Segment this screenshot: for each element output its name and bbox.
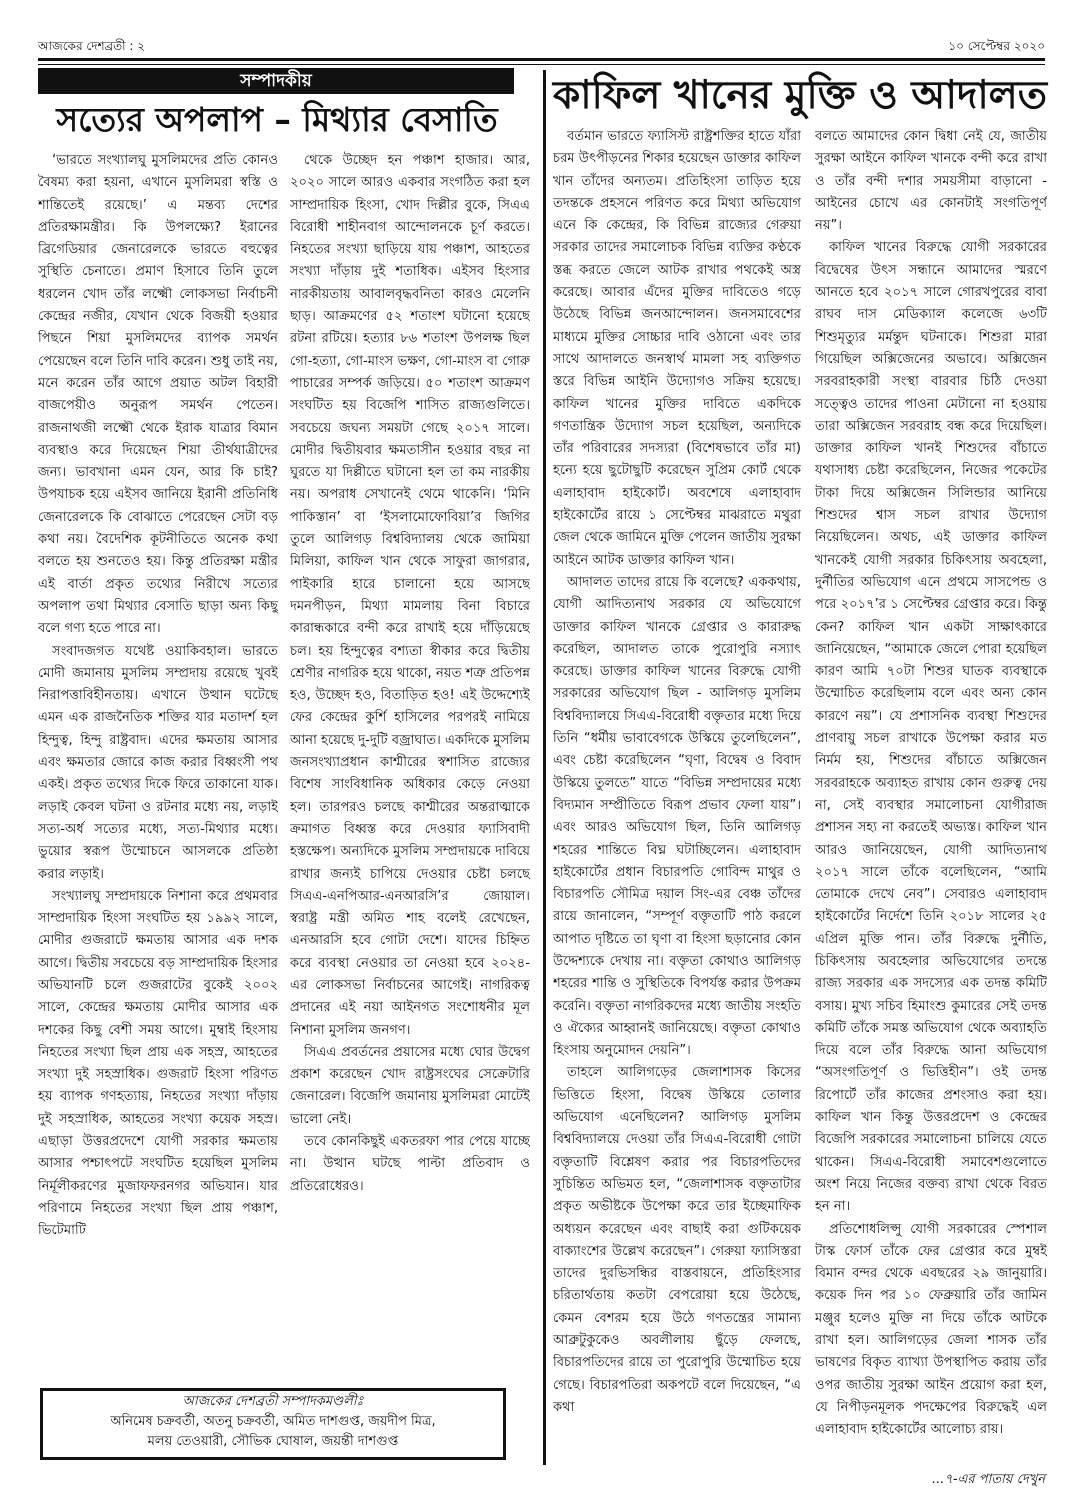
header-rule-thin: [38, 64, 1045, 65]
paragraph: বলতে আমাদের কোন দ্বিধা নেই যে, জাতীয় সুরক্ষা আইনে কাফিল খানকে বন্দী করে রাখা ও তাঁর বন্দী দশার সময়সীমা বাড়ানো - আইনের চোখে এর কোনটাই সংগতিপূর্ণ নয়”।: [815, 129, 1047, 234]
article-headline: কাফিল খানের মুক্তি ও আদালত: [553, 73, 1047, 118]
editorial-board-members-1: অনিমেষ চক্রবর্তী, অতনু চক্রবর্তী, অমিত দাশগুপ্ত, জয়দীপ মিত্র,: [110, 1414, 436, 1429]
paragraph: প্রতিশোধলিপ্সু যোগী সরকারের স্পেশাল টাস্ক ফোর্স তাঁকে ফের গ্রেপ্তার করে মুম্বই বিমান বন্দর থেকে এবছরের ২৯ জানুয়ারি। কয়েক দিন পর ১০ ফেব্রুয়ারি তাঁর জামিন মঞ্জুর হলেও মুক্তি না দিয়ে তাঁকে আটকে রাখা হল। আলিগড়ের জেলা শাসক তাঁর ভাষণের বিকৃত ব্যাখ্যা উপস্থাপিত করায় তাঁর ওপর জাতীয় সুরক্ষা আইন প্রয়োগ করা হল, যে নিপীড়নমূলক পদক্ষেপের বিরুদ্ধেই এল এলাহাবাদ হাইকোর্টের আলোচ্য রায়।: [815, 1221, 1047, 1438]
paragraph: কাফিল খানের বিরুদ্ধে যোগী সরকারের বিদ্বেষের উৎস সন্ধানে আমাদের স্মরণে আনতে হবে ২০১৭ সালে গোরখপুরের বাবা রাঘব দাস মেডিক্যাল কলেজে ৬৩টি শিশুমৃত্যুর মর্মন্তুদ ঘটনাকে। শিশুরা মারা গিয়েছিল অক্সিজেনের অভাবে। অক্সিজেন সরবরাহকারী সংস্থা বারবার চিঠি দেওয়া সত্ত্বেও তাদের পাওনা মেটানো না হওয়ায় তারা অক্সিজেন সরবরাহ বন্ধ করে দিয়েছিল। ডাক্তার কাফিল খানই শিশুদের বাঁচাতে যথাসাধ্য চেষ্টা করেছিলেন, নিজের পকেটের টাকা দিয়ে অক্সিজেন সিলিন্ডার আনিয়ে শিশুদের শ্বাস সচল রাখার উদ্যোগ নিয়েছিলেন। অথচ, এই ডাক্তার কাফিল খানকেই যোগী সরকার চিকিৎসায় অবহেলা, দুর্নীতির অভিযোগ এনে প্রথমে সাসপেন্ড ও পরে ২০১৭’র ১ সেপ্টেম্বর গ্রেপ্তার করে। কিন্তু কেন? কাফিল খান একটা সাক্ষাৎকারে জানিয়েছেন, “আমাকে জেলে পোরা হয়েছিল কারণ আমি ৭০টা শিশুর ঘাতক ব্যবস্থাকে উম্মোচিত করেছিলাম বলে এবং অন্য কোন কারণে নয়”। যে প্রশাসনিক ব্যবস্থা শিশুদের প্রাণবায়ু সচল রাখাকে উপেক্ষা করার মত নির্মম হয়, শিশুদের বাঁচাতে অক্সিজেন সরবরাহকে অব্যাহত রাখায় কোন গুরুত্ব দেয় না, সেই ব্যবস্থার সমালোচনা যোগীরাজ প্রশাসন সহ্য না করতেই অভ্যস্ত। কাফিল খান আরও জানিয়েছেন, যোগী আদিত্যনাথ ২০১৭ সালে তাঁকে বলেছিলেন, “আমি তোমাকে দেখে নেব”। সেবারও এলাহাবাদ হাইকোর্টের নির্দেশে তিনি ২০১৮ সালের ২৫ এপ্রিল মুক্তি পান। তাঁর বিরুদ্ধে দুর্নীতি, চিকিৎসায় অবহেলার অভিযোগের তদন্তে রাজ্য সরকার এক সদস্যের এক তদন্ত কমিটি বসায়। মুখ্য সচিব হিমাংশু কুমারের সেই তদন্ত কমিটি তাঁকে সমস্ত অভিযোগ থেকে অব্যাহতি দিয়ে বলে তাঁর বিরুদ্ধে আনা অভিযোগ “অসংগতিপূর্ণ ও ভিত্তিহীন”। ওই তদন্ত রিপোর্টে তাঁর কাজের প্রশংসাও করা হয়। কাফিল খান কিন্তু উত্তরপ্রদেশ ও কেন্দ্রের বিজেপি সরকারের সমালোচনা চালিয়ে যেতে থাকেন। সিএএ-বিরোধী সমাবেশগুলোতে অংশ নিয়ে নিজের বক্তব্য রাখা থেকে বিরত হন না।: [815, 240, 1047, 1215]
article-column-1: [553, 126, 801, 1466]
editorial-column-2: [290, 150, 530, 1380]
paragraph: তাহলে আলিগড়ের জেলাশাসক কিসের ভিত্তিতে হিংসা, বিদ্বেষ উস্কিয়ে তোলার অভিযোগ এনেছিলেন? আলিগড় মুসলিম বিশ্ববিদ্যালয়ে দেওয়া তাঁর সিএএ-বিরোধী গোটা বক্তৃতাটি বিশ্লেষণ করার পর বিচারপতিদের সুচিন্তিত অভিমত হল, “জেলাশাসক বক্তৃতাটার প্রকৃত অভীষ্টকে উপেক্ষা করে তার ইচ্ছেমাফিক অধ্যয়ন করেছেন এবং বাছাই করা গুটিকয়েক বাক্যাংশের উল্লেখ করেছেন”। গেরুয়া ফ্যাসিস্তরা তাদের দুরভিসন্ধির বাস্তবায়নে, প্রতিহিংসার চরিতার্থতায় কতটা বেপরোয়া হয়ে উঠেছে, কেমন বেশরম হয়ে উঠে গণতন্ত্রের সামান্য আব্রুটুকুকেও অবলীলায় ছুঁড়ে ফেলছে, বিচারপতিদের রায়ে তা পুরোপুরি উম্মোচিত হয়ে গেছে। বিচারপতিরা অকপটে বলে দিয়েছেন, “এ কথা: [553, 1065, 801, 1415]
editorial-headline: সত্যের অপলাপ – মিথ্যার বেসাতি: [56, 100, 498, 139]
column-divider: [543, 70, 546, 1465]
paragraph: থেকে উচ্ছেদ হন পঞ্চাশ হাজার। আর, ২০২০ সালে আরও একবার সংগঠিত করা হল সাম্প্রদায়িক হিংসা, খোদ দিল্লীর বুকে, সিএএ বিরোধী শাহীনবাগ আন্দোলনকে চূর্ণ করতে। নিহতের সংখ্যা ছাড়িয়ে যায় পঞ্চাশ, আহতের সংখ্যা দাঁড়ায় দুই শতাধিক। এইসব হিংসার নারকীয়তায় আবালবৃদ্ধবনিতা কারও মেলেনি ছাড়। আক্রমণের ৫২ শতাংশ ঘটানো হয়েছে রটনা রটিয়ে। হত্যার ৮৬ শতাংশ উপলক্ষ ছিল গো-হত্যা, গো-মাংস ভক্ষণ, গো-মাংস বা গোরু পাচারের সম্পর্ক জড়িয়ে। ৫০ শতাংশ আক্রমণ সংঘটিত হয় বিজেপি শাসিত রাজ্যগুলিতে। সবচেয়ে জঘন্য সময়টা গেছে ২০১৭ সালে। মোদীর দ্বিতীয়বার ক্ষমতাসীন হওয়ার বছর না ঘুরতে যা দিল্লীতে ঘটানো হল তা কম নারকীয় নয়। অপরাধ সেখানেই থেমে থাকেনি। ‘মিনি পাকিস্তান’ বা ‘ইসলামোফোবিয়া’র জিগির তুলে আলিগড় বিশ্ববিদ্যালয় থেকে জামিয়া মিলিয়া, কাফিল খান থেকে সাফুরা জাগরার, পাইকারি হারে চালানো হয়ে আসছে দমনপীড়ন, মিথ্যা মামলায় বিনা বিচারে কারান্ধকারে বন্দী করে রাখাই হয়ে দাঁড়িয়েছে চল। হয় হিন্দুত্বের বশ্যতা স্বীকার করে দ্বিতীয় শ্রেণীর নাগরিক হয়ে থাকো, নয়ত শত্রু প্রতিপন্ন হও, উচ্ছেদ হও, বিতাড়িত হও! এই উদ্দেশ্যেই ফের কেন্দ্রের কুর্শি হাসিলের পরপরই নামিয়ে আনা হয়েছে দু-দুটি বজ্রাঘাত। একদিকে মুসলিম জনসংখ্যাপ্রধান কাশ্মীরের স্বশাসিত রাজ্যের বিশেষ সাংবিধানিক অধিকার কেড়ে নেওয়া হল। তারপরও চলছে কাশ্মীরের অন্তরাত্মাকে ক্রমাগত বিধ্বস্ত করে দেওয়ার ফ্যাসিবাদী হস্তক্ষেপ। অন্যদিকে মুসলিম সম্প্রদায়কে দাবিয়ে রাখার জন্যই চাপিয়ে দেওয়ার চেষ্টা চলছে সিএএ-এনপিআর-এনআরসি’র জোয়াল। স্বরাষ্ট্র মন্ত্রী অমিত শাহ বলেই রেখেছেন, এনআরসি হবে গোটা দেশে। যাদের চিহ্নিত করে ব্যবস্থা নেওয়ার তা নেওয়া হবে ২০২৪-এর লোকসভা নির্বাচনের আগেই। নাগরিকত্ব প্রদানের এই নয়া আইনগত সংশোধনীর মূল নিশানা মুসলিম জনগণ।: [290, 153, 530, 1038]
editorial-column-1: [38, 150, 278, 1380]
header-rule: [38, 58, 1045, 61]
paragraph: তবে কোনকিছুই একতরফা পার পেয়ে যাচ্ছে না। উত্থান ঘটছে পাল্টা প্রতিবাদ ও প্রতিরোধেরও।: [290, 1134, 530, 1194]
paragraph: ‘ভারতে সংখ্যালঘু মুসলিমদের প্রতি কোনও বৈষম্য করা হয়না, এখানে মুসলিমরা স্বস্তি ও শান্তিতেই রয়েছে।’ এ মন্তব্য দেশের প্রতিরক্ষামন্ত্রীর। কি উপলক্ষ্যে? ইরানের ব্রিগেডিয়ার জেনারেলকে ভারতে বহুত্বের সুস্থিতি চেনাতে। প্রমাণ হিসাবে তিনি তুলে ধরলেন খোদ তাঁর লক্ষ্মৌ লোকসভা নির্বাচনী কেন্দ্রের নজীর, যেখান থেকে বিজয়ী হওয়ার পিছনে শিয়া মুসলিমদের ব্যাপক সমর্থন পেয়েছেন বলে তিনি দাবি করেন। শুধু তাই নয়, মনে করেন তাঁর আগে প্রয়াত অটল বিহারী বাজপেয়ীও অনুরূপ সমর্থন পেতেন। রাজনাথজী লক্ষ্মৌ থেকে ইরাক যাত্রার বিমান ব্যবস্থাও করে দিয়েছেন শিয়া তীর্থযাত্রীদের জন্য। ভাবখানা এমন যেন, আর কি চাই? উপযাচক হয়ে এইসব জানিয়ে ইরানী প্রতিনিধি জেনারেলকে কি বোঝাতে পেরেছেন সেটা বড় কথা নয়। বৈদেশিক কূটনীতিতে অনেক কথা বলতে হয় শুনতেও হয়। কিন্তু প্রতিরক্ষা মন্ত্রীর এই বার্তা প্রকৃত তথ্যের নিরীখে সত্যের অপলাপ তথা মিথ্যার বেসাতি ছাড়া অন্য কিছু বলে গণ্য হতে পারে না।: [38, 153, 278, 637]
paragraph: বর্তমান ভারতে ফ্যাসিস্ট রাষ্ট্রশক্তির হাতে যাঁরা চরম উৎপীড়নের শিকার হয়েছেন ডাক্তার কাফিল খান তাঁদের অন্যতম। প্রতিহিংসা তাড়িত হয়ে তদন্তকে প্রহসনে পরিণত করে মিথ্যা অভিযোগ এনে কি কেন্দ্রের, কি বিভিন্ন রাজ্যের গেরুয়া সরকার তাদের সমালোচক বিভিন্ন ব্যক্তির কণ্ঠকে স্তব্ধ করতে জেলে আটক রাখার পথকেই অস্ত্র করেছে। আবার এঁদের মুক্তির দাবিতেও গড়ে উঠেছে বিভিন্ন জনআন্দোলন। জনসমাবেশের মাধ্যমে মুক্তির সোচ্চার দাবি ওঠানো এবং তার সাথে আদালতে জনস্বার্থ মামলা সহ ব্যক্তিগত স্তরে বিভিন্ন আইনি উদ্যোগও সক্রিয় হয়েছে। কাফিল খানের মুক্তির দাবিতে একদিকে গণতান্ত্রিক উদ্যোগ সচল হয়েছিল, অন্যদিকে তাঁর পরিবারের সদস্যরা (বিশেষভাবে তাঁর মা) হন্যে হয়ে ছুটোছুটি করেছেন সুপ্রিম কোর্ট থেকে এলাহাবাদ হাইকোর্ট। অবশেষে এলাহাবাদ হাইকোর্টের রায়ে ১ সেপ্টেম্বর মাঝরাতে মথুরা জেল থেকে জামিনে মুক্তি পেলেন জাতীয় সুরক্ষা আইনে আটক ডাক্তার কাফিল খান।: [553, 129, 801, 568]
issue-date: ১০ সেপ্টেম্বর ২০২০: [948, 39, 1045, 53]
paragraph: সিএএ প্রবর্তনের প্রয়াসের মধ্যে ঘোর উদ্বেগ প্রকাশ করেছেন খোদ রাষ্ট্রসংঘের সেক্রেটারি জেনারেল। বিজেপি জমানায় মুসলিমরা মোটেই ভালো নেই।: [290, 1044, 530, 1127]
article-column-2: [815, 126, 1047, 1441]
continued-on-page-link[interactable]: ...৭-এর পাতায় দেখুন: [931, 1472, 1045, 1487]
page-header: [38, 38, 1045, 54]
page-number-label: আজকের দেশব্রতী : ২: [38, 39, 146, 53]
editorial-board-title: আজকের দেশব্রতী সম্পাদকমণ্ডলীঃ: [182, 1394, 364, 1409]
editorial-section-label: সম্পাদকীয়: [38, 68, 514, 94]
paragraph: সংখ্যালঘু সম্প্রদায়কে নিশানা করে প্রথমবার সাম্প্রদায়িক হিংসা সংঘটিত হয় ১৯৯২ সালে, মোদীর গুজরাটে ক্ষমতায় আসার এক দশক আগে। দ্বিতীয় সবচেয়ে বড় সাম্প্রদায়িক হিংসার অভিযানটি চলে গুজরাটের বুকেই ২০০২ সালে, কেন্দ্রের ক্ষমতায় মোদীর আসার এক দশকের কিছু বেশী সময় আগে। মুম্বাই হিংসায় নিহতের সংখ্যা ছিল প্রায় এক সহস্র, আহতের সংখ্যা দুই সহস্রাধিক। গুজরাট হিংসা পরিণত হয় ব্যাপক গণহত্যায়, নিহতের সংখ্যা দাঁড়ায় দুই সহস্রাধিক, আহতের সংখ্যা কয়েক সহস্র। এছাড়া উত্তরপ্রদেশে যোগী সরকার ক্ষমতায় আসার পশ্চাৎপটে সংঘটিত হয়েছিল মুসলিম নির্মূলীকরণের মুজাফফরনগর অভিযান। যার পরিণামে নিহতের সংখ্যা ছিল প্রায় পঞ্চাশ, ভিটেমাটি: [38, 888, 278, 1239]
editorial-board-members-2: মলয় তেওয়ারী, সৌভিক ঘোষাল, জয়ন্তী দাশগুপ্ত: [147, 1434, 399, 1449]
paragraph: আদালত তাদের রায়ে কি বলেছে? এককথায়, যোগী আদিত্যনাথ সরকার যে অভিযোগে ডাক্তার কাফিল খানকে গ্রেপ্তার ও কারারুদ্ধ করেছিল, আদালত তাকে পুরোপুরি নস্যাৎ করেছে। ডাক্তার কাফিল খানের বিরুদ্ধে যোগী সরকারের অভিযোগ ছিল - আলিগড় মুসলিম বিশ্ববিদ্যালয়ে সিএএ-বিরোধী বক্তৃতার মধ্যে দিয়ে তিনি “ধর্মীয় ভাবাবেগকে উস্কিয়ে তুলেছিলেন”, এবং চেষ্টা করেছিলেন “ঘৃণা, বিদ্বেষ ও বিবাদ উস্কিয়ে তুলতে” যাতে “বিভিন্ন সম্প্রদায়ের মধ্যে বিদ্যমান সম্প্রীতিতে বিরূপ প্রভাব ফেলা যায়”। এবং আরও অভিযোগ ছিল, তিনি আলিগড় শহরের শান্তিতে বিঘ্ন ঘটাচ্ছিলেন। এলাহাবাদ হাইকোর্টের প্রধান বিচারপতি গোবিন্দ মাথুর ও বিচারপতি সৌমিত্র দয়াল সিং-এর বেঞ্চ তাঁদের রায়ে জানালেন, “সম্পূর্ণ বক্তৃতাটি পাঠ করলে আপাত দৃষ্টিতে তা ঘৃণা বা হিংসা ছড়ানোর কোন উদ্দেশ্যকে দেখায় না। বক্তৃতা কোথাও আলিগড় শহরের শান্তি ও সুস্থিতিকে বিপর্যস্ত করার উপক্রম করেনি। বক্তৃতা নাগরিকদের মধ্যে জাতীয় সংহতি ও ঐক্যের আহ্বানই জানিয়েছে। বক্তৃতা কোথাও হিংসায় অনুমোদন দেয়নি”।: [553, 574, 801, 1059]
editorial-board-box: [40, 1388, 506, 1460]
paragraph: সংবাদজগত যথেষ্ট ওয়াকিবহাল। ভারতে মোদী জমানায় মুসলিম সম্প্রদায় রয়েছে খুবই নিরাপত্তাবিহীনতায়। এখানে উত্থান ঘটেছে এমন এক রাজনৈতিক শক্তির যার মতাদর্শ হল হিন্দুত্ব, হিন্দু রাষ্ট্রবাদ। এদের ক্ষমতায় আসার এবং ক্ষমতার জোরে কাজ করার বিধ্বংসী পথ একই। প্রকৃত তথ্যের দিকে ফিরে তাকানো যাক। লড়াই কেবল ঘটনা ও রটনার মধ্যে নয়, লড়াই সত্য-অর্ধ সত্যের মধ্যে, সত্য-মিথ্যার মধ্যে। ভুয়োর স্বরূপ উম্মোচনে আসলকে প্রতিষ্ঠা করার লড়াই।: [38, 643, 278, 882]
